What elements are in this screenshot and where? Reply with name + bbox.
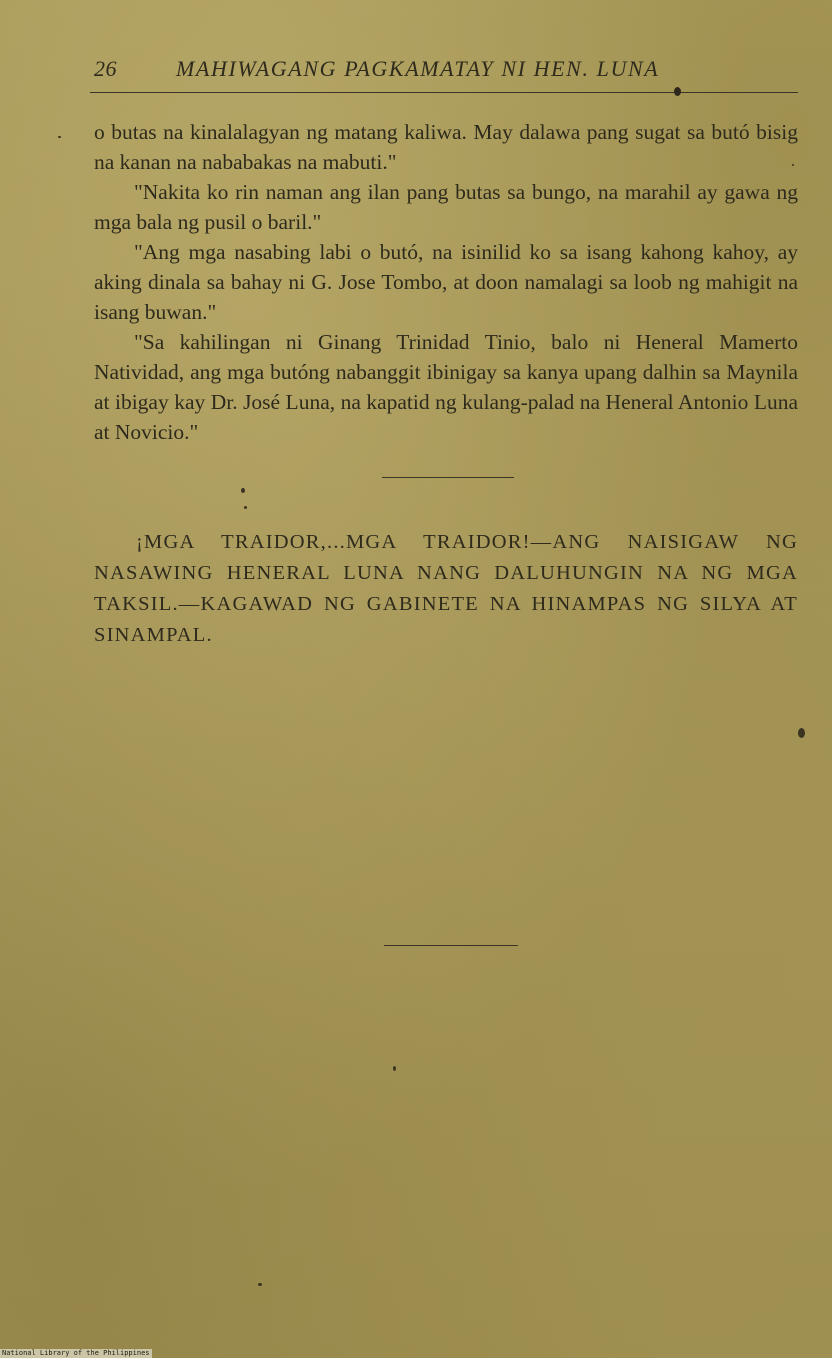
paragraph: "Sa kahilingan ni Ginang Trinidad Tinio, balo ni Heneral Mamerto Natividad, ang mga butóng nabanggit ibinigay sa kanya upang dalhin sa Maynila at ibigay kay Dr. José Luna, na kapatid ng kulang-palad na Heneral Antonio Luna at Novicio." [94,330,798,444]
ink-spot [674,87,681,96]
library-credit: National Library of the Philippines [2,1349,150,1357]
page-header [94,56,798,90]
paper-speck [58,136,61,138]
section-divider [384,945,518,946]
section-divider [382,477,514,478]
paper-speck [393,1066,396,1071]
section-heading-text: ¡MGA TRAIDOR,...MGA TRAIDOR!—ANG NAISIGAW NG NASAWING HENERAL LUNA NANG DALUHUNGIN NA NG MGA TAKSIL.—KAGAWAD NG GABINETE NA HINAMPAS NG SILYA AT SINAMPAL. [94,531,798,646]
paper-speck [798,728,805,738]
paper-speck [258,1283,262,1286]
paper-speck [792,164,794,166]
paper-speck [244,506,247,509]
paragraph: "Nakita ko rin naman ang ilan pang butas sa bungo, na marahil ay gawa ng mga bala ng pusil o baril." [94,180,798,234]
paragraph: "Ang mga nasabing labi o butó, na isinilid ko sa isang kahong kahoy, ay aking dinala sa bahay ni G. Jose Tombo, at doon namalagi sa loob ng mahigit na isang buwan." [94,240,798,324]
page-number: 26 [94,56,117,81]
header-rule [90,92,798,93]
running-title: MAHIWAGANG PAGKAMATAY NI HEN. LUNA [176,56,660,81]
paragraph-continuation: o butas na kinalalagyan ng matang kaliwa. May dalawa pang sugat sa butó bisig na kanan na nababakas na mabuti." [94,120,798,174]
body-text [94,117,798,447]
paper-speck [241,488,245,493]
section-heading [94,527,798,651]
